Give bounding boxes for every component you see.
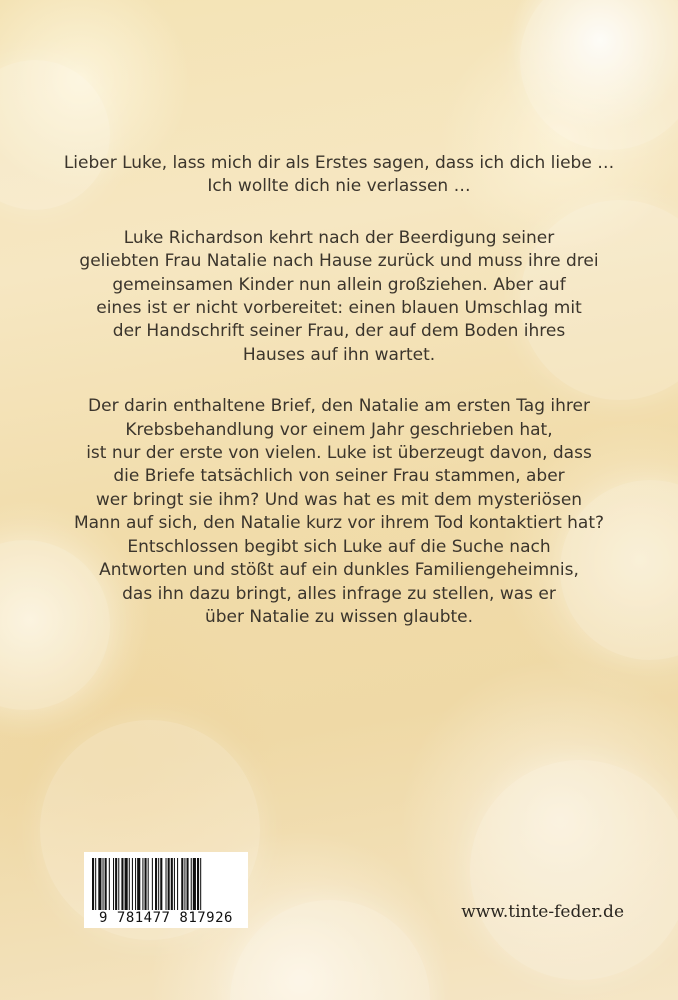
barcode-bar: [95, 858, 96, 910]
barcode-bar: [200, 858, 201, 910]
barcode-bar: [152, 858, 153, 910]
barcode-bar: [187, 858, 189, 910]
barcode-bar: [148, 858, 149, 910]
barcode-bar: [177, 858, 178, 910]
barcode-bar: [115, 858, 117, 910]
barcode-bar: [197, 858, 199, 910]
blurb-paragraph: Luke Richardson kehrt nach der Beerdigung seiner geliebten Frau Natalie nach Hause zurück und muss ihre drei gemeinsamen Kinder nun allein großziehen. Aber auf eines ist er nicht vorbereitet: einen blauen Umschlag mit der Handschrift seiner Frau, der auf dem Boden ihres Hauses auf ihn wartet.: [79, 227, 599, 365]
barcode-bar: [171, 858, 173, 910]
barcode-bar: [166, 858, 167, 910]
barcode-bar: [181, 858, 183, 910]
barcode-bar: [105, 858, 107, 910]
bokeh-circle: [520, 0, 678, 150]
barcode-bar: [174, 858, 175, 910]
isbn-barcode: [84, 852, 248, 928]
barcode-bar: [125, 858, 128, 910]
blurb-text: [40, 152, 638, 657]
barcode-bar: [118, 858, 119, 910]
blurb-paragraph: Lieber Luke, lass mich dir als Erstes sagen, dass ich dich liebe … Ich wollte dich nie verlassen …: [63, 153, 615, 197]
barcode-bar: [145, 858, 147, 910]
barcode-bar: [113, 858, 114, 910]
bokeh-circle: [470, 760, 678, 980]
barcode-bar: [191, 858, 192, 910]
isbn-number: 9 781477 817926: [99, 910, 233, 926]
barcode-bar: [132, 858, 133, 910]
barcode-bar: [160, 858, 162, 910]
barcode-bar: [155, 858, 157, 910]
publisher-website: www.tinte-feder.de: [461, 902, 624, 922]
barcode-bar: [129, 858, 130, 910]
barcode-bar: [121, 858, 123, 910]
barcode-bar: [184, 858, 185, 910]
barcode-bars: [92, 858, 240, 910]
barcode-bar: [137, 858, 140, 910]
barcode-bar: [168, 858, 170, 910]
barcode-bar: [98, 858, 101, 910]
barcode-bar: [193, 858, 196, 910]
bokeh-circle: [230, 900, 430, 1000]
barcode-bar: [103, 858, 104, 910]
barcode-bar: [135, 858, 136, 910]
barcode-bar: [109, 858, 110, 910]
barcode-bar: [92, 858, 94, 910]
blurb-paragraph: Der darin enthaltene Brief, den Natalie am ersten Tag ihrer Krebsbehandlung vor einem Jahr geschrieben hat, ist nur der erste von vielen. Luke ist überzeugt davon, dass die Briefe tatsächlich von seiner Frau stammen, aber wer bringt sie ihm? Und was hat es mit dem mysteriösen Mann auf sich, den Natalie kurz vor ihrem Tod kontaktiert hat? Entschlossen begibt sich Luke auf die Suche nach Antworten und stößt auf ein dunkles Familiengeheimnis, das ihn dazu bringt, alles infrage zu stellen, was er über Natalie zu wissen glaubte.: [73, 396, 605, 627]
barcode-bar: [158, 858, 159, 910]
barcode-bar: [142, 858, 143, 910]
